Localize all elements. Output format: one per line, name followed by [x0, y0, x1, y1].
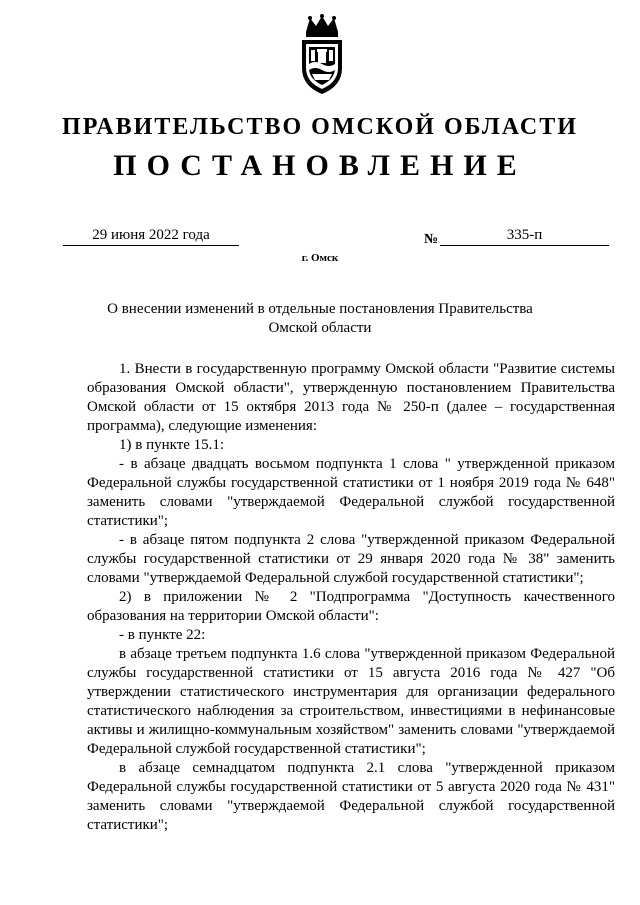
body-paragraph: 1. Внести в государственную программу Омской области "Развитие системы образования Омской области", утвержденную постановлением Правительства Омской области от 15 октября 2013 года № 250-п (далее – государственная программа), следующие изменения:: [87, 361, 615, 434]
city-label: г. Омск: [301, 252, 339, 264]
body-paragraph: - в абзаце двадцать восьмом подпункта 1 слова " утвержденной приказом Федеральной службы государственной статистики от 1 ноября 2019 года № 648" заменить словами "утверждаемой Федеральной службой государственной статистики";: [87, 456, 615, 529]
decree-subject: О внесении изменений в отдельные постановления Правительства Омской области: [107, 301, 533, 336]
decree-date: 29 июня 2022 года: [63, 226, 239, 246]
body-paragraph: - в абзаце пятом подпункта 2 слова "утвержденной приказом Федеральной службы государственной статистики от 29 января 2020 года № 38" заменить словами "утверждаемой Федеральной службой государственной статистики";: [87, 532, 615, 586]
number-sign: №: [424, 232, 439, 247]
body-paragraph: 2) в приложении № 2 "Подпрограмма "Доступность качественного образования на территории Омской области":: [87, 589, 615, 624]
body-paragraph: в абзаце третьем подпункта 1.6 слова "утвержденной приказом Федеральной службы государственной статистики от 15 августа 2016 года № 427 "Об утверждении статистического инструментария для организации федерального статистического наблюдения за строительством, инвестициями в нефинансовые активы и жилищно-коммунальным хозяйством" заменить словами "утверждаемой Федеральной службой государственной статистики";: [87, 646, 615, 757]
body-paragraph: - в пункте 22:: [119, 627, 206, 643]
decree-body: [87, 360, 615, 835]
body-paragraph: 1) в пункте 15.1:: [119, 437, 225, 453]
document-type-title: ПОСТАНОВЛЕНИЕ: [113, 149, 527, 182]
decree-number: 335-п: [440, 226, 609, 246]
government-title: ПРАВИТЕЛЬСТВО ОМСКОЙ ОБЛАСТИ: [62, 114, 578, 140]
body-paragraph: в абзаце семнадцатом подпункта 2.1 слова "утвержденной приказом Федеральной службы государственной статистики от 5 августа 2020 года № 431" заменить словами "утверждаемой Федеральной службой государственной статистики";: [87, 760, 615, 833]
omsk-coat-of-arms-icon: [296, 14, 348, 96]
